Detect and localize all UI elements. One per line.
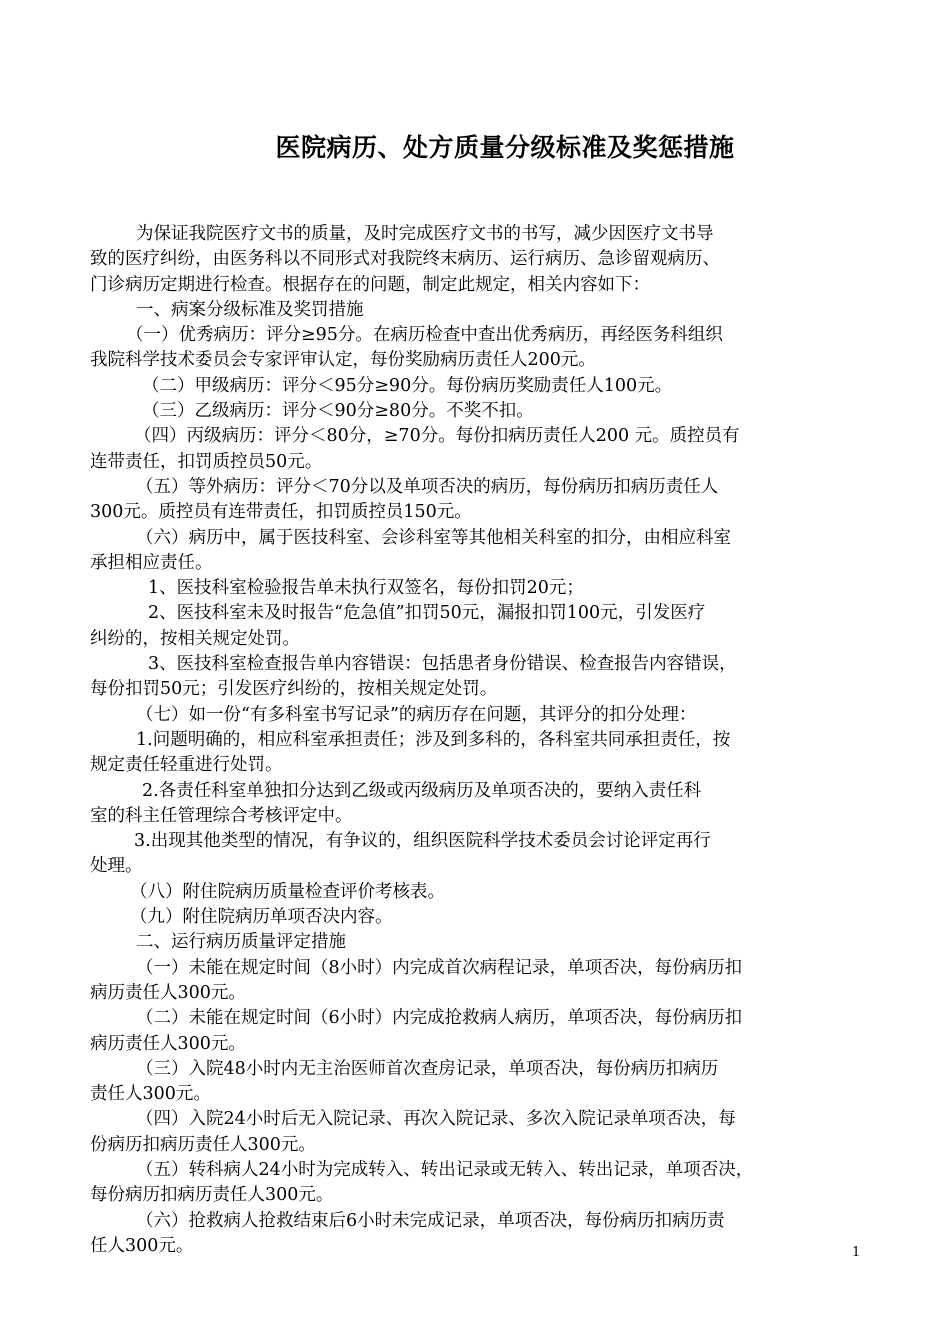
paragraph-line: （二）甲级病历：评分＜95分≥90分。每份病历奖励责任人100元。 <box>142 375 673 396</box>
document-body <box>90 222 860 1259</box>
page-number: 1 <box>852 1245 861 1260</box>
section-heading: 一、病案分级标准及奖罚措施 <box>136 299 364 320</box>
paragraph-line: （三）入院48小时内无主治医师首次查房记录，单项否决，每份病历扣病历 <box>136 1058 719 1079</box>
paragraph-line: 3.出现其他类型的情况，有争议的，组织医院科学技术委员会讨论评定再行 <box>134 831 711 852</box>
paragraph-line: （五）转科病人24小时为完成转入、转出记录或无转入、转出记录，单项否决， <box>136 1159 754 1180</box>
paragraph-line: 2.各责任科室单独扣分达到乙级或丙级病历及单项否决的，要纳入责任科 <box>142 780 702 801</box>
paragraph-line: 3、医技科室检查报告单内容错误：包括患者身份错误、检查报告内容错误， <box>148 654 737 675</box>
section-heading: 二、运行病历质量评定措施 <box>136 932 346 953</box>
paragraph-line: （四）丙级病历：评分＜80分，≥70分。每份扣病历责任人200 元。质控员有 <box>134 426 740 447</box>
paragraph-line: （八）附住院病历质量检查评价考核表。 <box>130 881 445 902</box>
paragraph-line: 责任人300元。 <box>90 1084 211 1105</box>
paragraph-line: 我院科学技术委员会专家评审认定，每份奖励病历责任人200元。 <box>90 350 596 371</box>
paragraph-line: 连带责任，扣罚质控员50元。 <box>90 451 323 472</box>
paragraph-line: （四）入院24小时后无入院记录、再次入院记录、多次入院记录单项否决，每 <box>136 1109 736 1130</box>
paragraph-line: 门诊病历定期进行检查。根据存在的问题，制定此规定，相关内容如下： <box>90 274 650 295</box>
paragraph-line: （二）未能在规定时间（6小时）内完成抢救病人病历，单项否决，每份病历扣 <box>136 1008 743 1029</box>
paragraph-line: 2、医技科室未及时报告“危急值”扣罚50元，漏报扣罚100元，引发医疗 <box>148 603 706 624</box>
paragraph-line: 纠纷的，按相关规定处罚。 <box>90 628 300 649</box>
paragraph-line: 为保证我院医疗文书的质量，及时完成医疗文书的书写，减少因医疗文书导 <box>136 224 714 244</box>
paragraph-line: 300元。质控员有连带责任，扣罚质控员150元。 <box>90 502 472 523</box>
paragraph-line: 每份扣罚50元；引发医疗纠纷的，按相关规定处罚。 <box>90 679 498 700</box>
paragraph-line: （一）优秀病历：评分≥95分。在病历检查中查出优秀病历，再经医务科组织 <box>126 325 723 346</box>
paragraph-line: （一）未能在规定时间（8小时）内完成首次病程记录，单项否决，每份病历扣 <box>136 957 743 978</box>
paragraph-line: 处理。 <box>90 856 143 877</box>
paragraph-line: 室的科主任管理综合考核评定中。 <box>90 805 353 826</box>
paragraph-line: （五）等外病历：评分＜70分以及单项否决的病历，每份病历扣病历责任人 <box>136 476 719 497</box>
paragraph-line: 任人300元。 <box>90 1235 194 1256</box>
paragraph-line: 病历责任人300元。 <box>90 982 246 1003</box>
paragraph-line: （七）如一份“有多科室书写记录”的病历存在问题，其评分的扣分处理： <box>136 704 697 725</box>
paragraph-line: 1.问题明确的，相应科室承担责任；涉及到多科的，各科室共同承担责任，按 <box>136 729 731 750</box>
paragraph-line: 1、医技科室检验报告单未执行双签名，每份扣罚20元； <box>148 578 584 599</box>
paragraph-line: 每份病历扣病历责任人300元。 <box>90 1185 334 1206</box>
paragraph-line: （六）抢救病人抢救结束后6小时未完成记录，单项否决，每份病历扣病历责 <box>136 1210 725 1231</box>
paragraph-line: （九）附住院病历单项否决内容。 <box>130 907 393 928</box>
paragraph-line: 病历责任人300元。 <box>90 1033 246 1054</box>
document-title: 医院病历、处方质量分级标准及奖惩措施 <box>275 133 735 162</box>
paragraph-line: （六）病历中，属于医技科室、会诊科室等其他相关科室的扣分，由相应科室 <box>136 527 731 548</box>
paragraph-line: 规定责任轻重进行处罚。 <box>90 755 283 776</box>
paragraph-line: 致的医疗纠纷，由医务科以不同形式对我院终末病历、运行病历、急诊留观病历、 <box>90 249 720 270</box>
paragraph-line: （三）乙级病历：评分＜90分≥80分。不奖不扣。 <box>142 401 534 422</box>
paragraph-line: 份病历扣病历责任人300元。 <box>90 1134 316 1155</box>
paragraph-line: 承担相应责任。 <box>90 552 213 573</box>
